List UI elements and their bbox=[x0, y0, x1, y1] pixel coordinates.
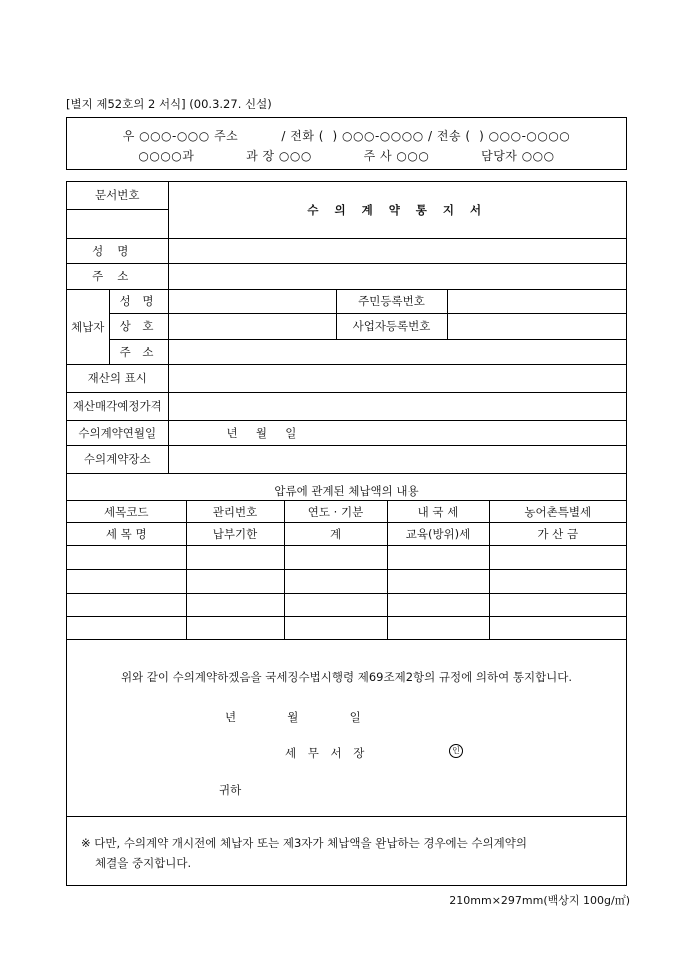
property-field[interactable] bbox=[168, 364, 626, 392]
tax-cell[interactable] bbox=[387, 617, 489, 640]
address-label: 주소 bbox=[67, 263, 168, 289]
tax-data-row bbox=[67, 594, 626, 617]
debtor-address-label: 주 소 bbox=[109, 339, 168, 364]
tax-cell[interactable] bbox=[489, 570, 626, 594]
note-line-1: ※ 다만, 수의계약 개시전에 체납자 또는 제3자가 체납액을 완납하는 경우에는 수의계약의 bbox=[81, 836, 527, 850]
tax-data-row bbox=[67, 570, 626, 594]
tax-office-chief: 세 무 서 장 bbox=[285, 746, 369, 760]
tax-cell[interactable] bbox=[284, 546, 387, 570]
paper-spec: 210mm×297mm(백상지 100g/㎡) bbox=[449, 894, 630, 907]
tax-table-caption: 압류에 관계된 체납액의 내용 bbox=[274, 484, 419, 498]
contract-date-field[interactable]: 년 월 일 bbox=[168, 420, 626, 445]
notice-form bbox=[66, 181, 627, 886]
tax-cell[interactable] bbox=[186, 570, 284, 594]
notice-info-table bbox=[67, 182, 626, 474]
name-field[interactable] bbox=[168, 238, 626, 263]
due-date-header: 납부기한 bbox=[186, 523, 284, 546]
business-no-field[interactable] bbox=[447, 313, 626, 339]
business-no-label: 사업자등록번호 bbox=[336, 313, 447, 339]
tax-cell[interactable] bbox=[186, 617, 284, 640]
note-text bbox=[81, 833, 611, 873]
tax-cell[interactable] bbox=[489, 546, 626, 570]
form-reference: [별지 제52호의 2 서식] (00.3.27. 신설) bbox=[66, 97, 272, 111]
tax-cell[interactable] bbox=[489, 594, 626, 617]
office-header bbox=[66, 117, 627, 170]
sale-price-field[interactable] bbox=[168, 392, 626, 420]
tax-data-row bbox=[67, 546, 626, 570]
contract-place-label: 수의계약장소 bbox=[67, 445, 168, 473]
tax-cell[interactable] bbox=[387, 546, 489, 570]
seal-mark: 인 bbox=[449, 744, 463, 758]
document-title: 수 의 계 약 통 지 서 bbox=[168, 182, 626, 238]
sale-price-label: 재산매각예정가격 bbox=[67, 392, 168, 420]
debtor-address-field[interactable] bbox=[168, 339, 626, 364]
national-tax-header: 내 국 세 bbox=[387, 501, 489, 523]
office-staff-line: ○○○○과 과 장 ○○○ 주 사 ○○○ 담당자 ○○○ bbox=[138, 149, 555, 163]
contract-date-label: 수의계약연월일 bbox=[67, 420, 168, 445]
tax-cell[interactable] bbox=[387, 594, 489, 617]
property-label: 재산의 표시 bbox=[67, 364, 168, 392]
name-label: 성명 bbox=[67, 238, 168, 263]
tax-name-header: 세 목 명 bbox=[67, 523, 186, 546]
note-divider bbox=[67, 816, 626, 817]
tax-header-row-1 bbox=[67, 501, 626, 523]
tax-cell[interactable] bbox=[67, 594, 186, 617]
debtor-trade-field[interactable] bbox=[168, 313, 336, 339]
rural-tax-header: 농어촌특별세 bbox=[489, 501, 626, 523]
tax-arrears-table bbox=[67, 500, 626, 640]
tax-cell[interactable] bbox=[186, 546, 284, 570]
education-tax-header: 교육(방위)세 bbox=[387, 523, 489, 546]
debtor-trade-label: 상 호 bbox=[109, 313, 168, 339]
tax-cell[interactable] bbox=[67, 546, 186, 570]
address-field[interactable] bbox=[168, 263, 626, 289]
tax-cell[interactable] bbox=[489, 617, 626, 640]
contract-place-field[interactable] bbox=[168, 445, 626, 473]
tax-cell[interactable] bbox=[186, 594, 284, 617]
tax-header-row-2 bbox=[67, 523, 626, 546]
manage-no-header: 관리번호 bbox=[186, 501, 284, 523]
tax-cell[interactable] bbox=[67, 570, 186, 594]
debtor-name-label: 성 명 bbox=[109, 289, 168, 313]
penalty-header: 가 산 금 bbox=[489, 523, 626, 546]
tax-code-header: 세목코드 bbox=[67, 501, 186, 523]
tax-cell[interactable] bbox=[67, 617, 186, 640]
notice-date: 년 월 일 bbox=[225, 710, 361, 724]
tax-cell[interactable] bbox=[284, 617, 387, 640]
office-address-line: 우 ○○○-○○○ 주소 / 전화 ( ) ○○○-○○○○ / 전송 ( ) ○○○-○○○○ bbox=[122, 129, 571, 143]
tax-cell[interactable] bbox=[387, 570, 489, 594]
doc-number-label: 문서번호 bbox=[67, 182, 168, 209]
debtor-name-field[interactable] bbox=[168, 289, 336, 313]
honorific: 귀하 bbox=[219, 783, 242, 797]
doc-number-field[interactable] bbox=[67, 209, 168, 238]
tax-cell[interactable] bbox=[284, 570, 387, 594]
total-header: 계 bbox=[284, 523, 387, 546]
notice-statement: 위와 같이 수의계약하겠음을 국세징수법시행령 제69조제2항의 규정에 의하여 통지합니다. bbox=[120, 670, 573, 684]
resident-no-label: 주민등록번호 bbox=[336, 289, 447, 313]
note-line-2: 체결을 중지합니다. bbox=[95, 856, 192, 870]
tax-cell[interactable] bbox=[284, 594, 387, 617]
tax-data-row bbox=[67, 617, 626, 640]
year-period-header: 연도 · 기분 bbox=[284, 501, 387, 523]
resident-no-field[interactable] bbox=[447, 289, 626, 313]
debtor-label: 체납자 bbox=[67, 289, 109, 364]
